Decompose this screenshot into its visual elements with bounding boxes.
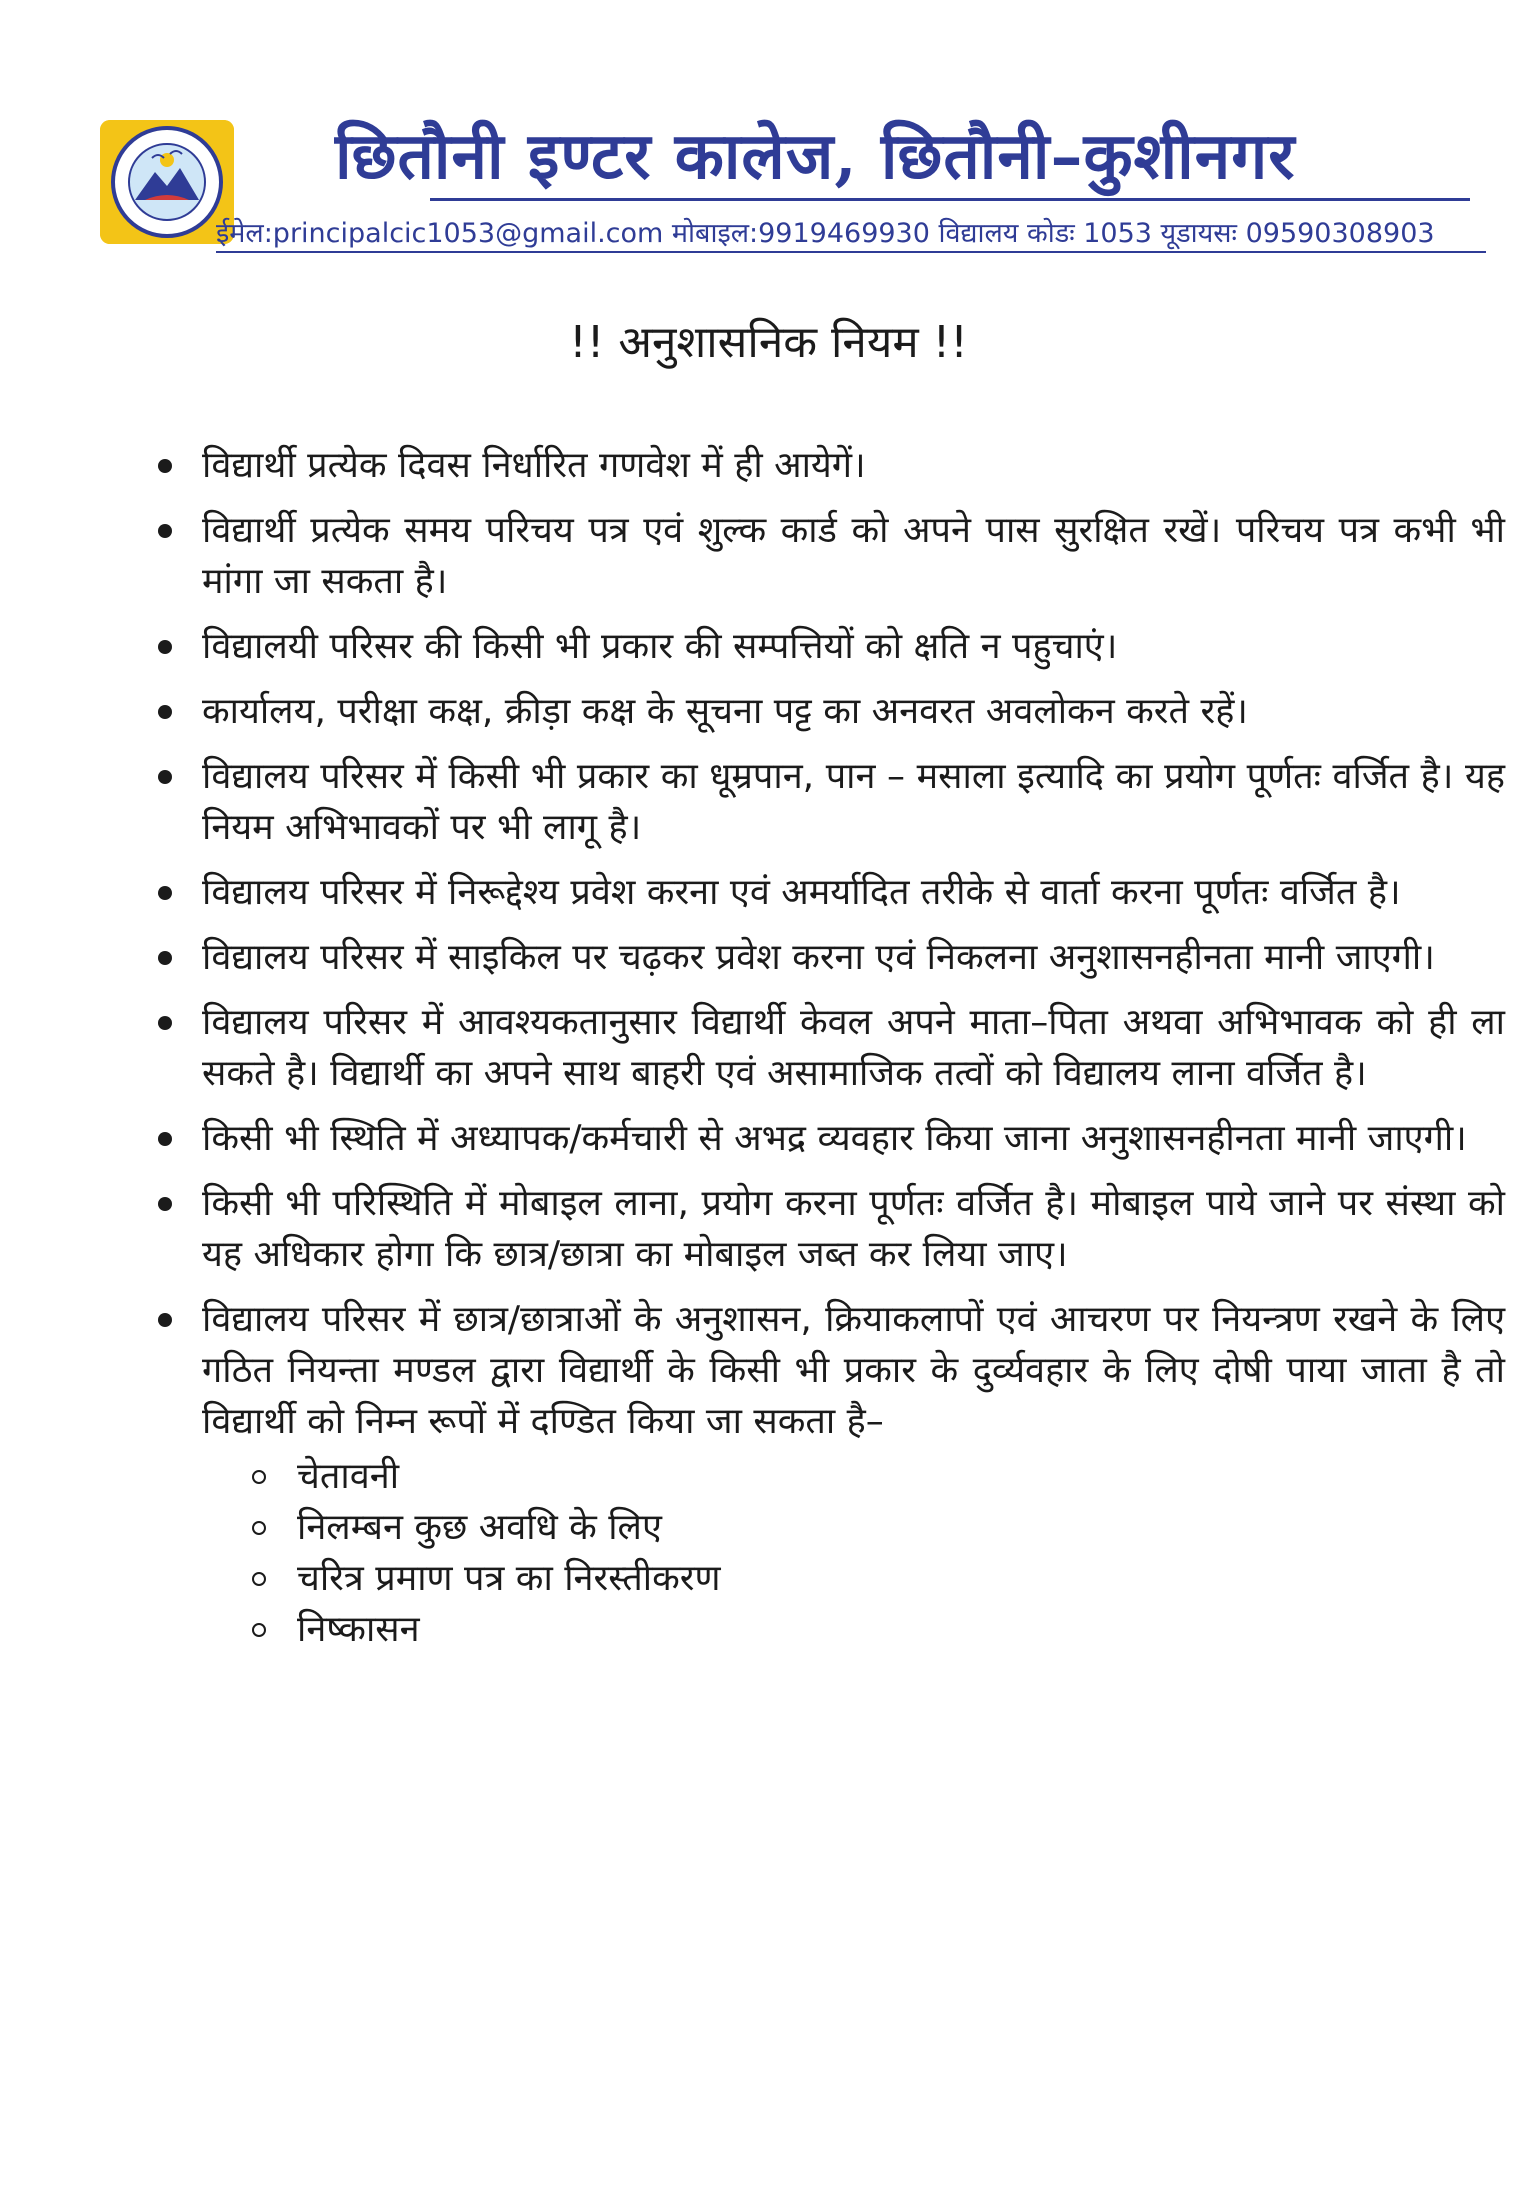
rule-item: [150, 440, 1505, 491]
penalty-item: [202, 1553, 1505, 1604]
penalty-item: [202, 1604, 1505, 1655]
rule-text: कार्यालय, परीक्षा कक्ष, क्रीड़ा कक्ष के सूचना पट्ट का अनवरत अवलोकन करते रहें।: [202, 691, 1248, 732]
bullet-icon: [158, 770, 172, 784]
rule-item: [150, 1113, 1505, 1164]
penalty-text: चरित्र प्रमाण पत्र का निरस्तीकरण: [297, 1558, 721, 1599]
rule-item: [150, 686, 1505, 737]
penalty-text: निष्कासन: [297, 1609, 420, 1650]
college-name: छितौनी इण्टर कालेज, छितौनी–कुशीनगर: [335, 119, 1296, 194]
bullet-icon: [158, 1132, 172, 1146]
penalty-text: निलम्बन कुछ अवधि के लिए: [297, 1507, 662, 1548]
rules-list: [150, 440, 1505, 1669]
penalty-item: [202, 1451, 1505, 1502]
rule-text: विद्यालयी परिसर की किसी भी प्रकार की सम्पत्तियों को क्षति न पहुचाएं।: [202, 626, 1118, 667]
college-emblem-icon: [100, 120, 234, 244]
rule-text: विद्यालय परिसर में साइकिल पर चढ़कर प्रवेश करना एवं निकलना अनुशासनहीनता मानी जाएगी।: [202, 937, 1435, 978]
title-underline: [430, 198, 1470, 201]
penalty-item: [202, 1502, 1505, 1553]
contact-underline: [216, 251, 1486, 253]
bullet-icon: [158, 1016, 172, 1030]
rule-text: विद्यालय परिसर में निरूद्देश्य प्रवेश करना एवं अमर्यादित तरीके से वार्ता करना पूर्णतः वर्जित है।: [202, 872, 1401, 913]
rule-item: [150, 751, 1505, 853]
rule-item: [150, 621, 1505, 672]
rule-text: किसी भी स्थिति में अध्यापक/कर्मचारी से अभद्र व्यवहार किया जाना अनुशासनहीनता मानी जाएगी।: [202, 1118, 1467, 1159]
hollow-bullet-icon: [252, 1623, 266, 1637]
hollow-bullet-icon: [252, 1470, 266, 1484]
bullet-icon: [158, 951, 172, 965]
hollow-bullet-icon: [252, 1521, 266, 1535]
college-logo: [100, 120, 234, 244]
rule-item: [150, 1178, 1505, 1280]
rule-item: [150, 997, 1505, 1099]
rule-item: [150, 932, 1505, 983]
rule-text: विद्यालय परिसर में छात्र/छात्राओं के अनुशासन, क्रियाकलापों एवं आचरण पर नियन्त्रण रखने के लिए गठित नियन्ता मण्डल द्वारा विद्यार्थी के किसी भी प्रकार के दुर्व्यवहार के लिए दोषी पाया जाता है तो विद्यार्थी को निम्न रूपों में दण्डित किया जा सकता है–: [202, 1299, 1505, 1442]
letterhead: [100, 110, 1500, 260]
bullet-icon: [158, 1313, 172, 1327]
rule-item: [150, 505, 1505, 607]
rule-item: [150, 867, 1505, 918]
bullet-icon: [158, 459, 172, 473]
penalty-text: चेतावनी: [297, 1456, 400, 1497]
rule-item: [150, 1294, 1505, 1655]
penalties-list: [202, 1451, 1505, 1655]
rule-text: किसी भी परिस्थिति में मोबाइल लाना, प्रयोग करना पूर्णतः वर्जित है। मोबाइल पाये जाने पर संस्था को यह अधिकार होगा कि छात्र/छात्रा का मोबाइल जब्त कर लिया जाए।: [202, 1183, 1505, 1275]
bullet-icon: [158, 705, 172, 719]
bullet-icon: [158, 1197, 172, 1211]
rule-text: विद्यार्थी प्रत्येक दिवस निर्धारित गणवेश में ही आयेगें।: [202, 445, 866, 486]
rule-text: विद्यालय परिसर में किसी भी प्रकार का धूम्रपान, पान – मसाला इत्यादि का प्रयोग पूर्णतः वर्जित है। यह नियम अभिभावकों पर भी लागू है।: [202, 756, 1505, 848]
hollow-bullet-icon: [252, 1572, 266, 1586]
bullet-icon: [158, 640, 172, 654]
rule-text: विद्यार्थी प्रत्येक समय परिचय पत्र एवं शुल्क कार्ड को अपने पास सुरक्षित रखें। परिचय पत्र कभी भी मांगा जा सकता है।: [202, 510, 1505, 602]
contact-line: ईमेल:principalcic1053@gmail.com मोबाइल:9919469930 विद्यालय कोडः 1053 यूडायसः 09590308903: [216, 218, 1435, 249]
document-title: !! अनुशासनिक नियम !!: [569, 317, 968, 368]
rule-text: विद्यालय परिसर में आवश्यकतानुसार विद्यार्थी केवल अपने माता–पिता अथवा अभिभावक को ही ला सकते है। विद्यार्थी का अपने साथ बाहरी एवं असामाजिक तत्वों को विद्यालय लाना वर्जित है।: [202, 1002, 1505, 1094]
bullet-icon: [158, 524, 172, 538]
bullet-icon: [158, 886, 172, 900]
